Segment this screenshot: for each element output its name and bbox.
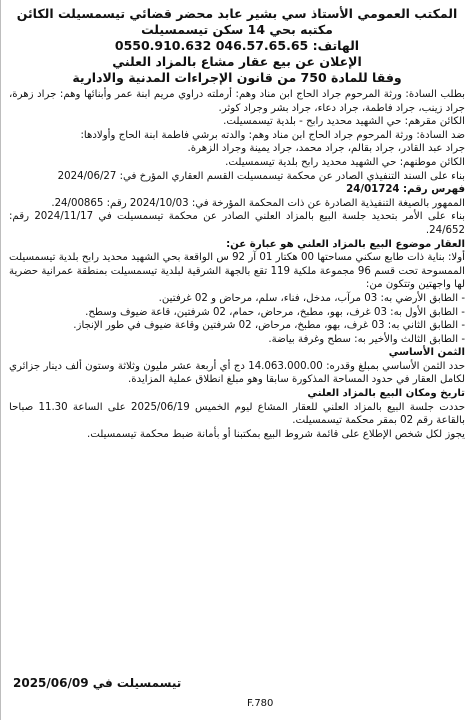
base-price-heading: الثمن الأساسي	[388, 347, 465, 359]
executory-formula: الممهور بالصيغة التنفيذية الصادرة عن ذات المحكمة المؤرخة في: 2024/10/03 رقم: 24/00865.	[51, 197, 465, 209]
sale-date-heading: تاريخ ومكان البيع بالمزاد العلني	[307, 388, 465, 400]
third-floor: - الطابق الثالث والأخير به: سطح وغرفة بياضة.	[268, 333, 465, 345]
office-name: المكتب العمومي الأستاذ سي بشير عابد محضر قضائي تيسمسيلت الكائن	[16, 6, 458, 21]
notice-footer	[9, 676, 465, 712]
office-address: مكتبه بحي 14 سكن تيسمسيلت	[141, 22, 333, 37]
index-number: فهرس رقم: 24/01724	[346, 184, 465, 196]
plaintiffs-address: الكائن مقرهم: حي الشهيد محديد رابح - بلدية تيسمسيلت.	[223, 116, 465, 128]
phone-line	[9, 38, 465, 54]
property-heading: العقار موضوع البيع بالمزاد العلني هو عبارة عن:	[226, 238, 465, 250]
phone-label: الهاتف:	[312, 38, 360, 53]
bailiff-header	[9, 6, 465, 54]
notice-body	[9, 88, 465, 441]
execution-title: بناء على السند التنفيذي الصادر عن محكمة تيسمسيلت القسم العقاري المؤرخ في: 2024/06/27	[57, 170, 465, 182]
first-floor: - الطابق الأول به: 03 غرف، بهو، مطبخ، مرحاض، حمام، 02 شرفتين، قاعة ضيوف وسطح.	[85, 306, 465, 318]
plaintiffs-paragraph: بطلب السادة: ورثة المرحوم جراد الحاج ابن مناد وهم: أرملته دراوي مريم ابنة عمر وأبنائها وهم: جراد زهرة، جراد زينب، جراد فاطمة، جراد دعاء، جراد بشر وجراد كوثر.	[9, 89, 465, 114]
defendants-paragraph: ضد السادة: ورثة المرحوم جراد الحاج ابن مناد وهم: والدته برشي فاطمة ابنة الحاج وأولادها:	[80, 129, 465, 141]
defendants-children: جراد عبد القادر، جراد بقالم، جراد محمد، جراد يمينة وجراد الزهرة.	[187, 143, 465, 155]
phone-number: 0550.910.632 046.57.65.65	[114, 38, 309, 53]
ground-floor: - الطابق الأرضي به: 03 مرآب، مدخل، فناء، سلم، مرحاض و 02 غرفتين.	[158, 292, 465, 304]
property-description: أولا: بناية ذات طابع سكني مساحتها 00 هكتار 01 آر 92 س الواقعة بحي الشهيد محديد رابح بلدية تيسمسيلت الممسوحة تحت قسم 96 مجموعة ملكية 119 تقع بالجهة الشرقية لبلدية تيسمسيلت بمنطقة عمرانية حضرية لها واجهتين وتتكون من:	[9, 252, 465, 291]
second-floor: - الطابق الثاني به: 03 غرف، بهو، مطبخ، مرحاض، 02 شرفتين وقاعة ضيوف في طور الإنجاز.	[73, 320, 465, 332]
notice-title	[9, 54, 465, 86]
sale-date-text: حددت جلسة البيع بالمزاد العلني للعقار المشاع ليوم الخميس 2025/06/19 على الساعة 11.30 صباحا بالقاعة رقم 02 بمقر محكمة تيسمسيلت.	[9, 401, 465, 427]
sale-order: بناء على الأمر بتحديد جلسة البيع بالمزاد العلني الصادر عن محكمة تيسمسيلت في 2024/11/17 رقم: 24/652.	[9, 211, 465, 236]
signature-date: تيسمسيلت في 2025/06/09	[13, 676, 182, 690]
base-price-text: حدد الثمن الأساسي بمبلغ وقدره: 14.063.000.00 دج أي أربعة عشر مليون وثلاثة وستون ألف دينار جزائري لكامل العقار في حدود المساحة المذكورة سابقا وهو مبلغ انطلاق عملية المزايدة.	[9, 360, 465, 386]
title-line-1: الإعلان عن بيع عقار مشاع بالمزاد العلني	[112, 54, 362, 69]
defendants-address: الكائن موطنهم: حي الشهيد محديد رابح بلدية تيسمسيلت.	[225, 156, 465, 168]
conditions-notice: يجوز لكل شخص الإطلاع على قائمة شروط البيع بمكتبنا أو بأمانة ضبط محكمة تيسمسيلت.	[86, 428, 465, 440]
title-line-2: وفقا للمادة 750 من قانون الإجراءات المدنية والادارية	[72, 70, 402, 85]
reference-code: F.780	[247, 698, 274, 709]
